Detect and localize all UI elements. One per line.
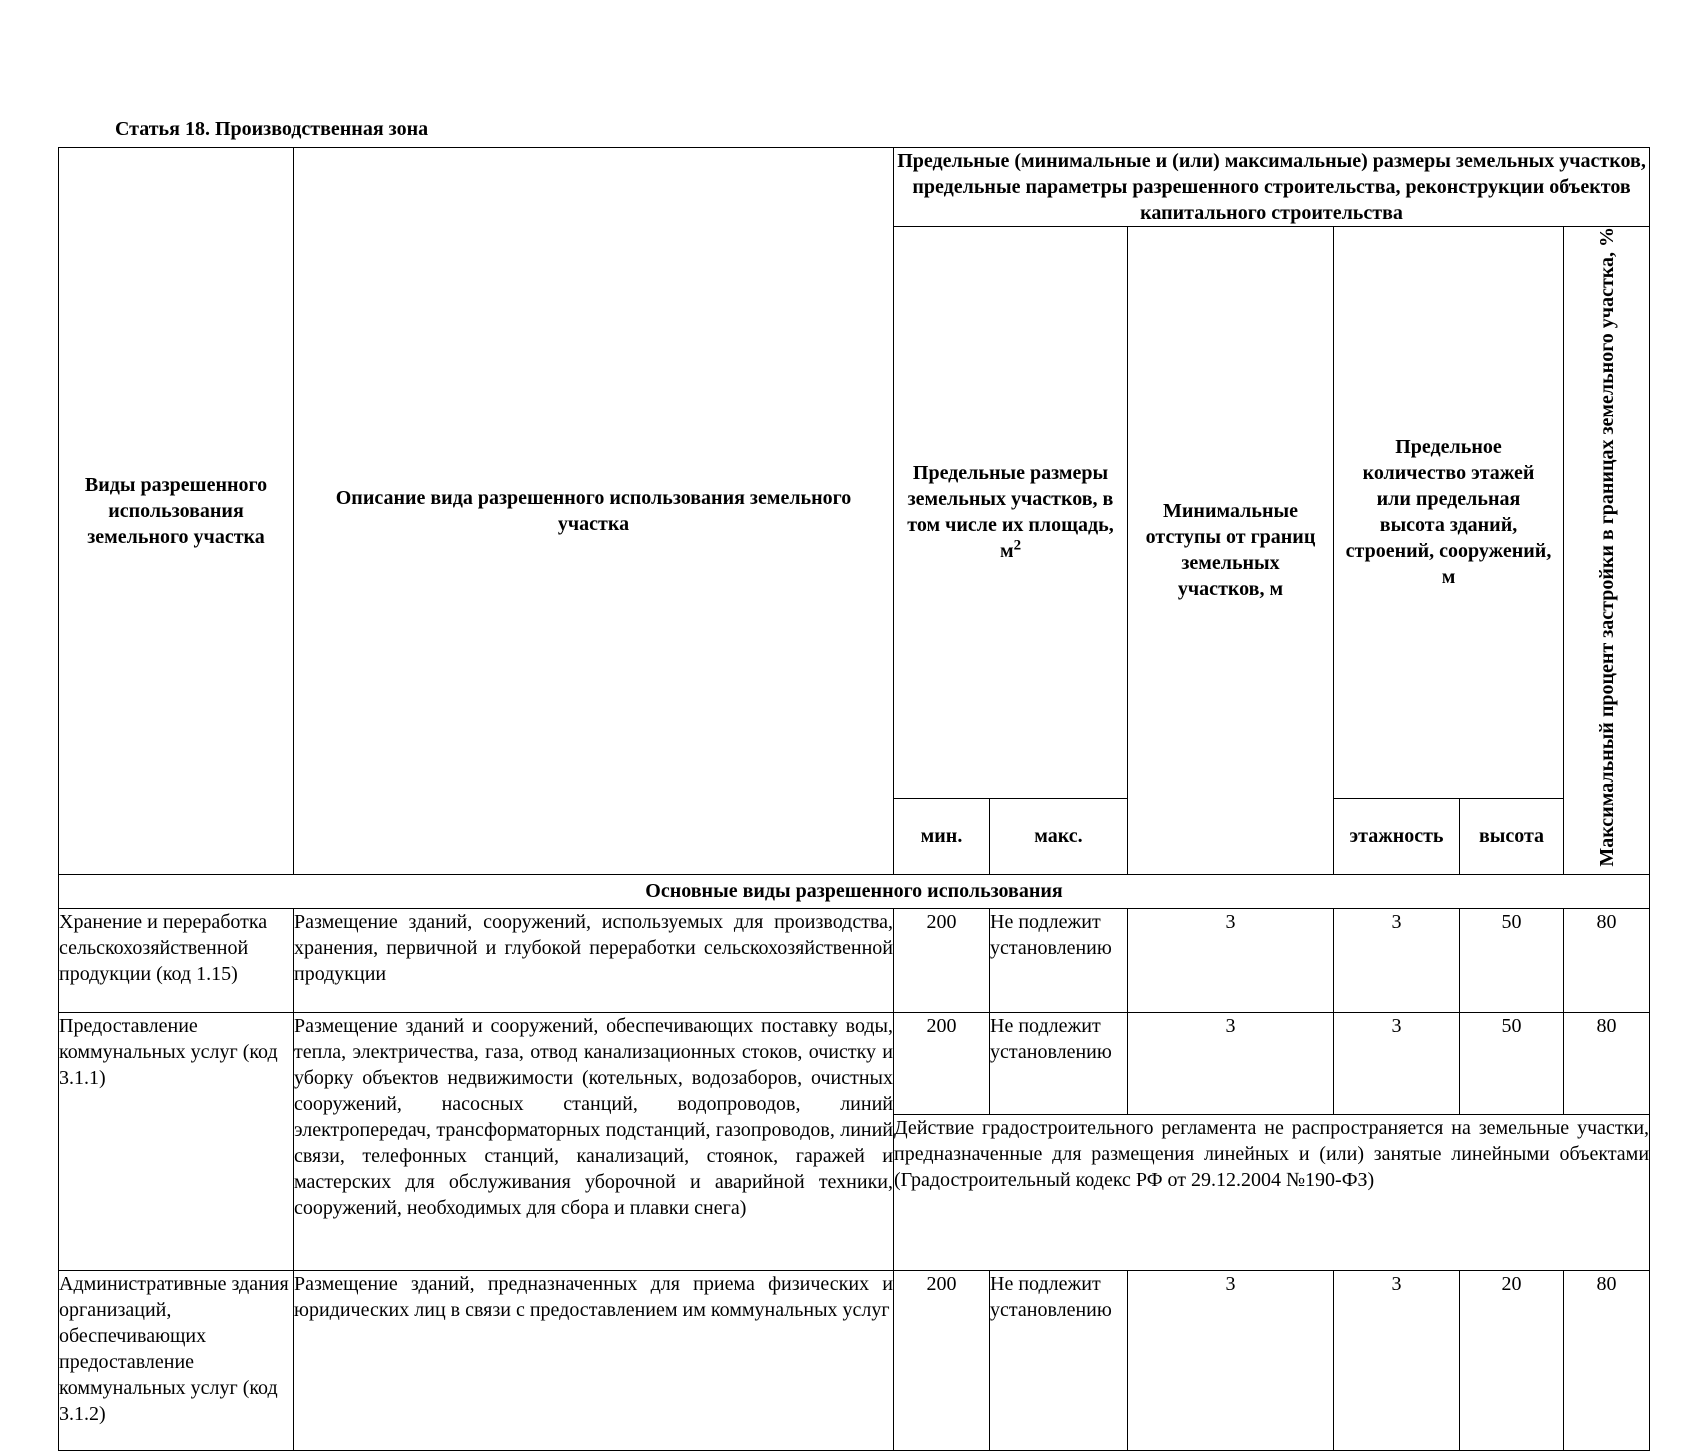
section-row	[59, 874, 1650, 908]
row-setback: 3	[1128, 1270, 1334, 1450]
row-percent: 80	[1564, 908, 1650, 1012]
row-setback: 3	[1128, 1012, 1334, 1114]
table-row	[59, 908, 1650, 1012]
row-min: 200	[894, 1012, 990, 1114]
row-height: 20	[1460, 1270, 1564, 1450]
row-description: Размещение зданий, предназначенных для приема физических и юридических лиц в связи с предоставлением им коммунальных услуг	[294, 1270, 894, 1450]
header-plot-sizes-text: Предельные размеры земельных участков, в том числе их площадь, м	[907, 462, 1114, 563]
row-min: 200	[894, 1270, 990, 1450]
row-percent: 80	[1564, 1012, 1650, 1114]
row-height: 50	[1460, 1012, 1564, 1114]
header-min: мин.	[894, 798, 990, 874]
header-type: Виды разрешенного использования земельного участка	[59, 148, 294, 875]
row-floors: 3	[1334, 1012, 1460, 1114]
header-description: Описание вида разрешенного использования земельного участка	[294, 148, 894, 875]
header-row-1	[59, 148, 1650, 227]
row-type: Хранение и переработка сельскохозяйственной продукции (код 1.15)	[59, 908, 294, 1012]
row-floors: 3	[1334, 908, 1460, 1012]
header-setbacks: Минимальные отступы от границ земельных участков, м	[1128, 227, 1334, 875]
header-max: макс.	[990, 798, 1128, 874]
header-limits-group: Предельные (минимальные и (или) максимальные) размеры земельных участков, предельные параметры разрешенного строительства, реконструкции объектов капитального строительства	[894, 148, 1650, 227]
row-height: 50	[1460, 908, 1564, 1012]
row-percent: 80	[1564, 1270, 1650, 1450]
section-title: Основные виды разрешенного использования	[59, 874, 1650, 908]
header-floors-count: этажность	[1334, 798, 1460, 874]
regulation-note: Действие градостроительного регламента не распространяется на земельные участки, предназначенные для размещения линейных и (или) занятые линейными объектами (Градостроительный кодекс РФ от 29.12.2004 №190-ФЗ)	[894, 1114, 1650, 1270]
row-max: Не подлежит установлению	[990, 1270, 1128, 1450]
article-title: Статья 18. Производственная зона	[115, 118, 429, 140]
row-type: Предоставление коммунальных услуг (код 3.1.1)	[59, 1012, 294, 1270]
row-floors: 3	[1334, 1270, 1460, 1450]
row-type: Административные здания организаций, обеспечивающих предоставление коммунальных услуг (код 3.1.2)	[59, 1270, 294, 1450]
header-build-percent	[1564, 227, 1650, 875]
table-row	[59, 1012, 1650, 1114]
header-height: высота	[1460, 798, 1564, 874]
table-row	[59, 1270, 1650, 1450]
row-min: 200	[894, 908, 990, 1012]
row-description: Размещение зданий, сооружений, используемых для производства, хранения, первичной и глубокой переработки сельскохозяйственной продукции	[294, 908, 894, 1012]
row-max: Не подлежит установлению	[990, 908, 1128, 1012]
header-plot-sizes-sup: 2	[1013, 537, 1022, 554]
zoning-regulation-table	[58, 147, 1650, 1451]
header-build-percent-text: Максимальный процент застройки в границах земельного участка, %	[1595, 227, 1618, 867]
row-setback: 3	[1128, 908, 1334, 1012]
row-description: Размещение зданий и сооружений, обеспечивающих поставку воды, тепла, электричества, газа, отвод канализационных стоков, очистку и уборку объектов недвижимости (котельных, водозаборов, очистных сооружений, насосных станций, водопроводов, линий электропередач, трансформаторных подстанций, газопроводов, линий связи, телефонных станций, канализаций, стоянок, гаражей и мастерских для обслуживания уборочной и аварийной техники, сооружений, необходимых для сбора и плавки снега)	[294, 1012, 894, 1270]
row-max: Не подлежит установлению	[990, 1012, 1128, 1114]
header-floors-height: Предельное количество этажей или предельная высота зданий, строений, сооружений, м	[1334, 227, 1564, 799]
header-plot-sizes	[894, 227, 1128, 799]
